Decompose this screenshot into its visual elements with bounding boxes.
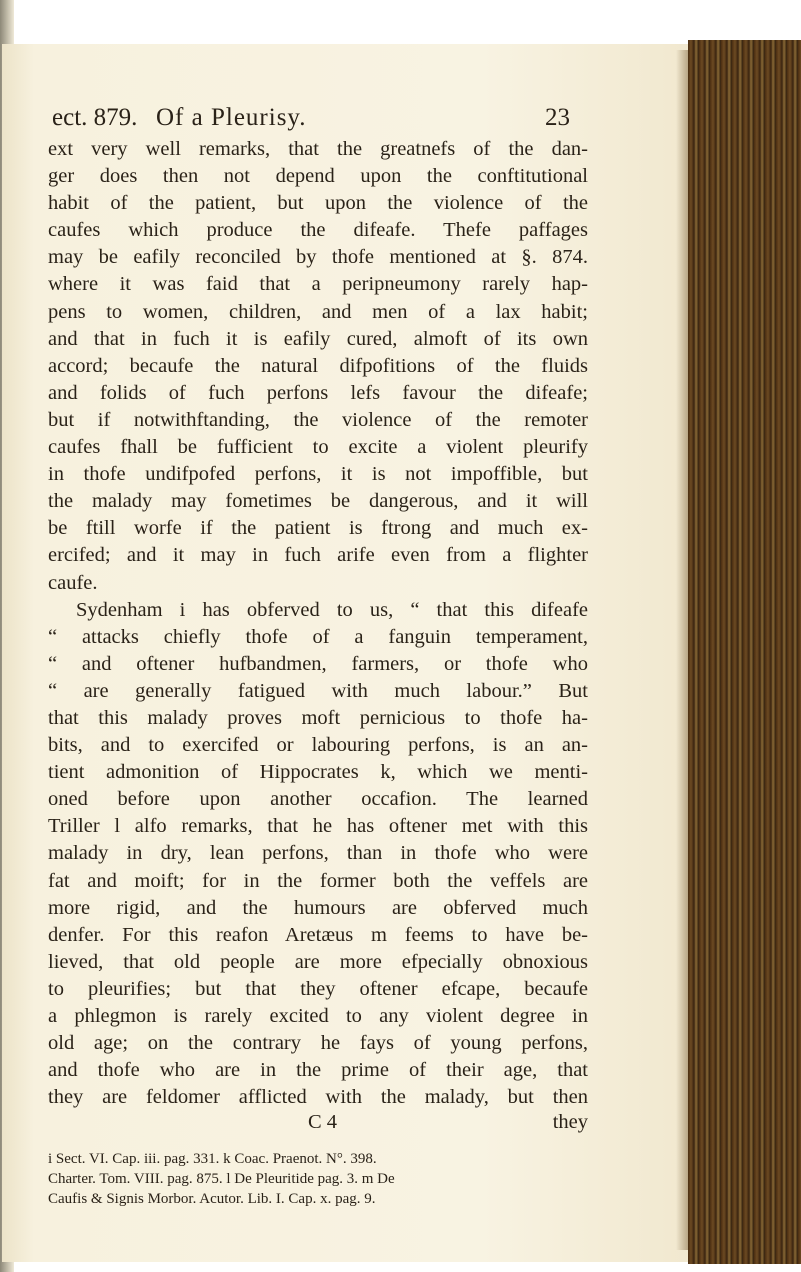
text-line: be ftill worfe if the patient is ftrong and much ex-: [48, 517, 588, 540]
running-head-title: Of a Pleurisy.: [156, 104, 307, 131]
text-line: Sydenham i has obferved to us, “ that this difeafe: [76, 598, 588, 621]
text-line: in thofe undifpofed perfons, it is not impoffible, but: [48, 463, 588, 486]
text-line: they are feldomer afflicted with the malady, but then: [48, 1086, 588, 1109]
text-line: the malady may fometimes be dangerous, and it will: [48, 490, 588, 513]
body-paragraph-2: [48, 597, 588, 1112]
text-line: caufes fhall be fufficient to excite a violent pleurify: [48, 436, 588, 459]
footnote-line: Charter. Tom. VIII. pag. 875. l De Pleuritide pag. 3. m De: [48, 1171, 395, 1188]
page-content: [28, 98, 688, 1209]
text-line: denfer. For this reafon Aretæus m feems to have be-: [48, 923, 588, 946]
text-line: and thofe who are in the prime of their age, that: [48, 1059, 588, 1082]
text-line: bits, and to exercifed or labouring perfons, is an an-: [48, 734, 588, 757]
text-line: to pleurifies; but that they oftener efcape, becaufe: [48, 977, 588, 1000]
text-line: ercifed; and it may in fuch arife even from a flighter: [48, 544, 588, 567]
catchline: [48, 1111, 588, 1139]
text-line: but if notwithftanding, the violence of the remoter: [48, 408, 588, 431]
text-line: caufe.: [48, 571, 98, 594]
text-line: “ attacks chiefly thofe of a fanguin temperament,: [48, 625, 588, 648]
running-head-section: ect. 879.: [52, 104, 138, 131]
text-line: old age; on the contrary he fays of young perfons,: [48, 1032, 588, 1055]
text-line: and that in fuch it is eafily cured, almoft of its own: [48, 327, 588, 350]
catchword: they: [552, 1111, 588, 1134]
signature-mark: C 4: [308, 1111, 338, 1134]
text-line: habit of the patient, but upon the violence of the: [48, 192, 588, 215]
text-line: fat and moift; for in the former both the veffels are: [48, 869, 588, 892]
text-line: lieved, that old people are more efpecially obnoxious: [48, 950, 588, 973]
text-line: that this malady proves moft pernicious to thofe ha-: [48, 706, 588, 729]
text-line: Triller l alfo remarks, that he has oftener met with this: [48, 815, 588, 838]
page-number: 23: [545, 104, 570, 131]
footnote-line: i Sect. VI. Cap. iii. pag. 331. k Coac. Praenot. N°. 398.: [48, 1151, 377, 1168]
text-line: malady in dry, lean perfons, than in thofe who were: [48, 842, 588, 865]
text-line: a phlegmon is rarely excited to any violent degree in: [48, 1005, 588, 1027]
footnotes: [48, 1149, 588, 1209]
text-line: “ and oftener hufbandmen, farmers, or thofe who: [48, 652, 588, 675]
running-head: [28, 98, 688, 136]
footnote-line: Caufis & Signis Morbor. Acutor. Lib. I. Cap. x. pag. 9.: [48, 1191, 376, 1208]
text-line: more rigid, and the humours are obferved much: [48, 896, 588, 919]
text-line: and folids of fuch perfons lefs favour the difeafe;: [48, 381, 588, 404]
text-line: tient admonition of Hippocrates k, which we menti-: [48, 761, 588, 784]
text-line: accord; becaufe the natural difpofitions of the fluids: [48, 354, 588, 377]
text-line: may be eafily reconciled by thofe mentioned at §. 874.: [48, 246, 588, 269]
book-spine: [688, 40, 801, 1264]
text-line: where it was faid that a peripneumony rarely hap-: [48, 273, 588, 296]
text-line: ext very well remarks, that the greatnefs of the dan-: [48, 138, 588, 160]
text-line: “ are generally fatigued with much labour.” But: [48, 679, 588, 702]
body-paragraph-1: [48, 136, 588, 597]
text-line: caufes which produce the difeafe. Thefe paffages: [48, 219, 588, 242]
text-line: pens to women, children, and men of a lax habit;: [48, 300, 588, 323]
text-line: ger does then not depend upon the conftitutional: [48, 165, 588, 188]
text-line: oned before upon another occafion. The learned: [48, 788, 588, 811]
